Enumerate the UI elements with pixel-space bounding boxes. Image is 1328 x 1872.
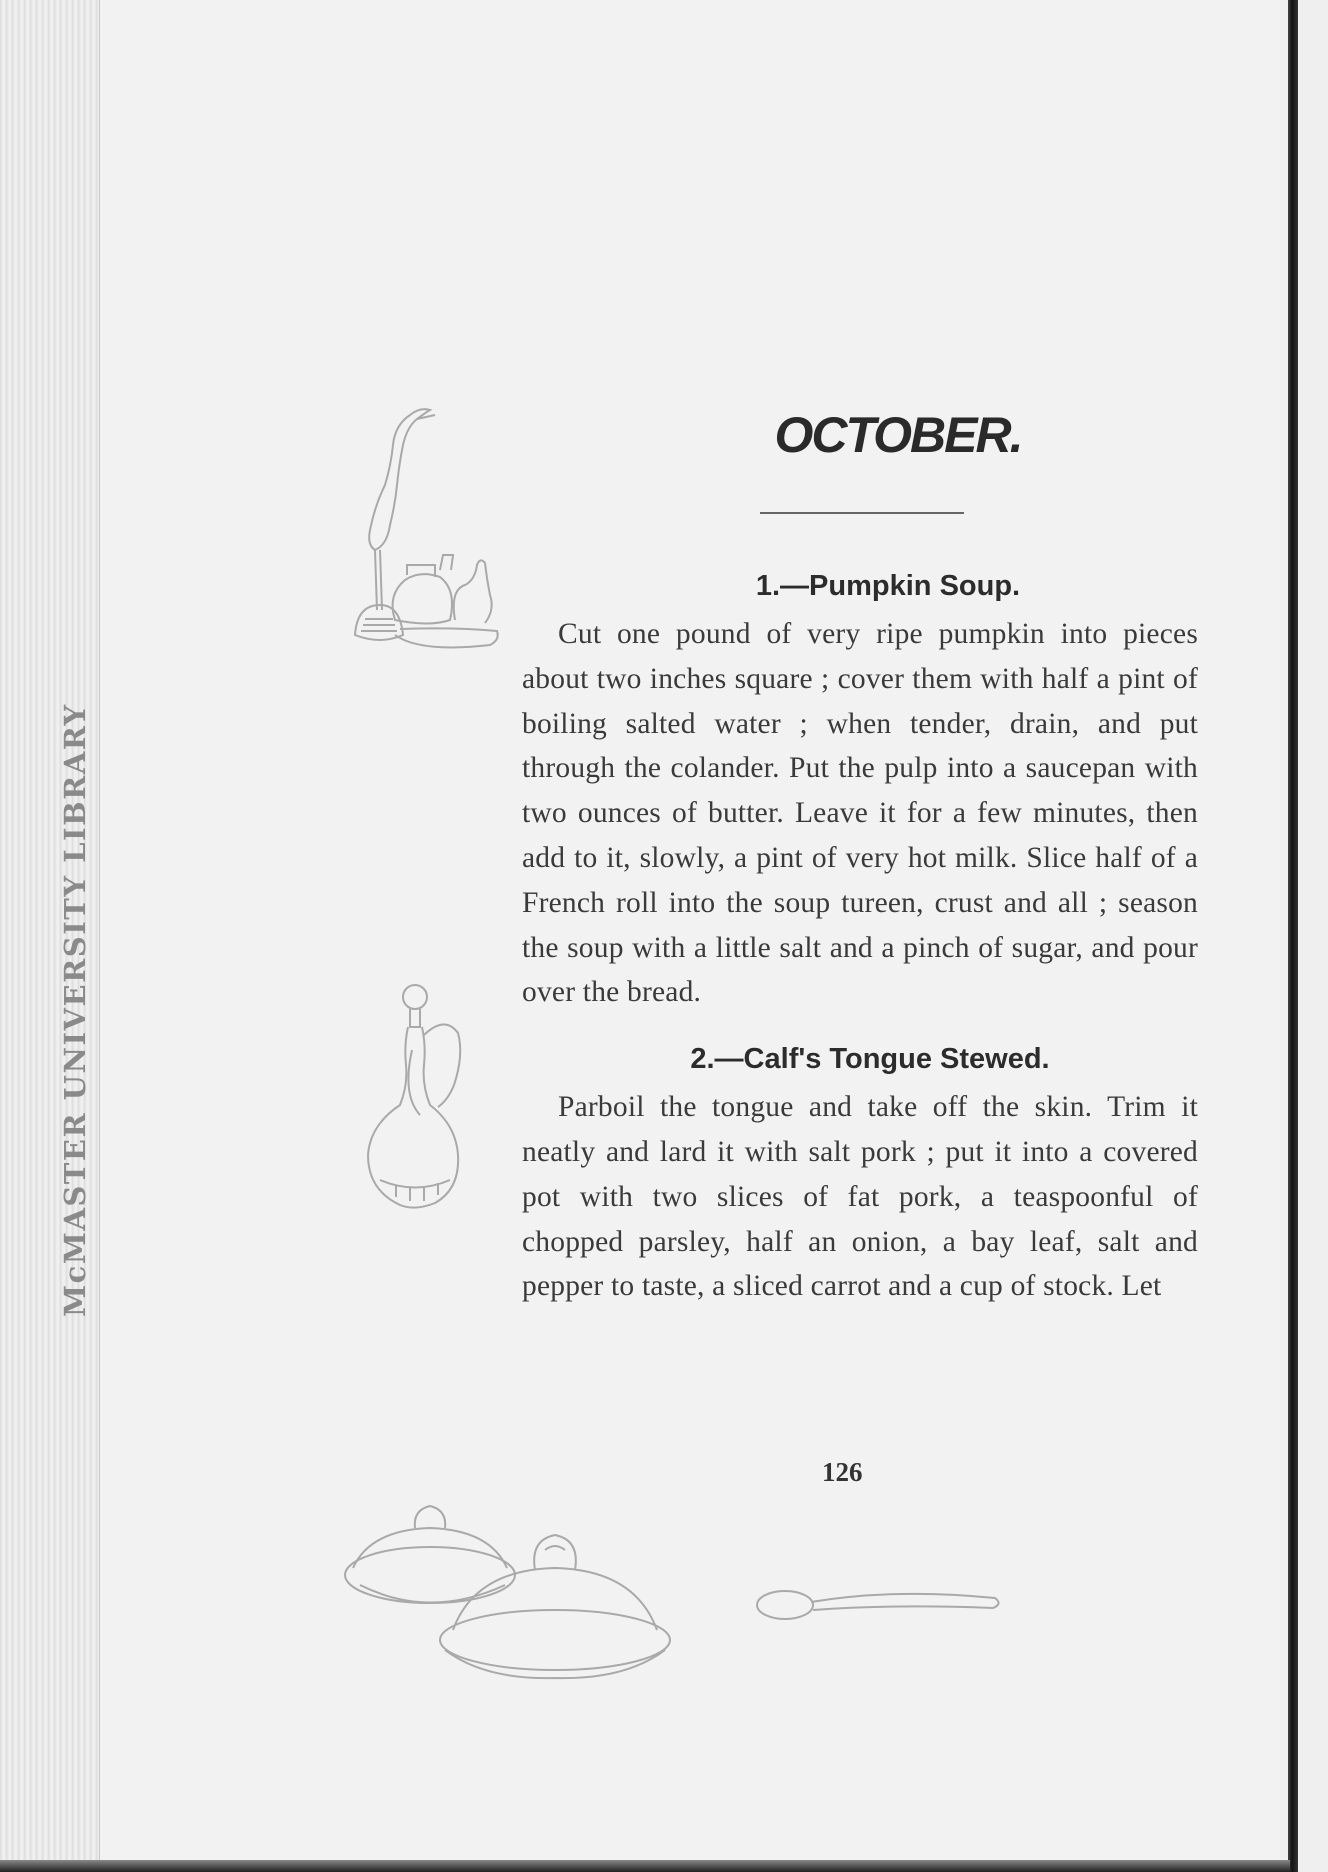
covered-dishes-and-spoon-icon (335, 1480, 1015, 1680)
recipe-body-pumpkin-soup: Cut one pound of very ripe pumpkin into pieces about two inches square ; cover them with half a pint of boiling salted water ; when tender, drain, and put through the colander. Put the pulp into a saucepan with two ounces of butter. Leave it for a few minutes, then add to it, slowly, a pint of very hot milk. Slice half of a French roll into the soup tureen, crust and all ; season the soup with a little salt and a pinch of sugar, and pour over the bread. (522, 618, 1198, 1009)
heron-and-jars-icon (325, 405, 505, 665)
page-content (522, 400, 1198, 1309)
title-divider (760, 512, 964, 514)
recipe-title-pumpkin-soup: 1.—Pumpkin Soup. (755, 570, 1021, 602)
library-stamp: McMASTER UNIVERSITY LIBRARY (58, 703, 92, 1317)
cruet-icon (360, 975, 470, 1215)
month-title: OCTOBER. (774, 407, 1022, 463)
recipe-title-calfs-tongue: 2.—Calf's Tongue Stewed. (690, 1043, 1050, 1076)
page-number: 126 (822, 1457, 863, 1487)
recipe-body-calfs-tongue: Parboil the tongue and take off the skin. Trim it neatly and lard it with salt pork ; put it into a covered pot with two slices of fat pork, a teaspoonful of chopped parsley, half an onion, a bay leaf, salt and pepper to taste, a sliced carrot and a cup of stock. Let (522, 1091, 1198, 1303)
right-scan-border (1280, 0, 1328, 1872)
bottom-scan-border (0, 1860, 1290, 1872)
